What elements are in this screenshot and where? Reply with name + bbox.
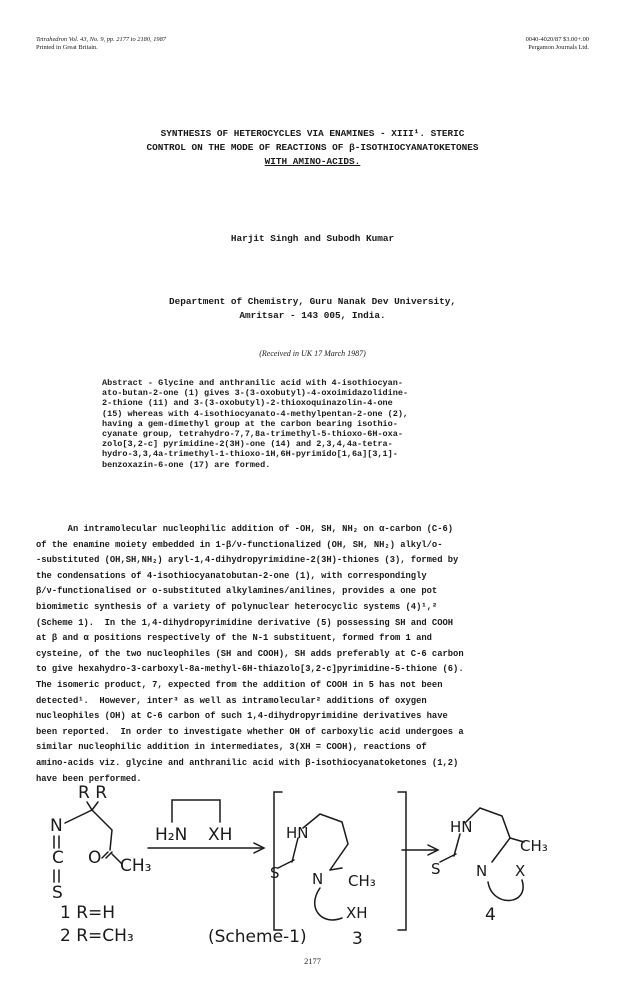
carbonyl-bond [102,852,112,858]
title-line: CONTROL ON THE MODE OF REACTIONS OF β-ISOTHIOCYANATOKETONES [146,142,479,153]
intermediate-thione [278,838,298,868]
body-line: amino-acids viz. glycine and anthranilic acid with β-isothiocyanatoketones (1,2) [36,757,459,768]
body-line: of the enamine moiety embedded in 1-β/ν-functionalized (OH, SH, NH₂) alkyl/o- [36,539,443,550]
product-ring [466,808,510,862]
product-hn: HN [450,818,473,836]
intermediate-n: N [312,870,324,888]
page-number: 2177 [304,957,321,966]
c-n-bond [65,810,92,823]
title-line: SYNTHESIS OF HETEROCYCLES VIA ENAMINES - XIII¹. STERIC [160,128,465,139]
article-code: 0040-4020/87 $3.00+.00 [525,36,589,43]
compound-1-label: 1 R=H [60,903,116,923]
received-date: (Received in UK 17 March 1987) [259,349,366,358]
r-groups-label: R R [78,783,108,803]
journal-citation: Tetrahedron Vol. 43, No. 9, pp. 2177 to 2180, 1987 [36,36,167,43]
intermediate-xh: XH [346,904,368,922]
isothiocyanate-n: N [50,816,63,836]
product-fused-ring [488,880,523,901]
ketone-ch3: CH₃ [120,856,152,876]
c-s-double-bond [54,870,59,882]
abstract-line: (15) whereas with 4-isothiocyanato-4-methylpentan-2-one (2), [102,408,409,419]
scheme-caption: (Scheme-1) [208,927,307,947]
intermediate-s: S [270,864,280,882]
body-line: cysteine, of the two nucleophiles (SH and COOH), SH adds preferably at C-6 carbon [36,648,464,659]
product-number: 4 [485,905,496,925]
title-line: WITH AMINO-ACIDS. [264,156,361,167]
body-line: nucleophiles (OH) at C-6 carbon of such 1,4-dihydropyrimidine derivatives have [36,711,448,722]
reagent-h2n: H₂N [155,825,188,845]
abstract-line: benzoxazin-6-one (17) are formed. [102,459,271,470]
ketone-o: O [88,848,102,868]
body-line: similar nucleophilic addition in intermediates, 3(XH = COOH), reactions of [36,742,427,753]
abstract-line: having a gem-dimethyl group at the carbon bearing isothio- [102,418,398,429]
body-line: biomimetic synthesis of a variety of polynuclear heterocyclic systems (4)¹,² [36,601,438,612]
body-line: An intramolecular nucleophilic addition of -OH, SH, NH₂ on α-carbon (C-6) [36,524,454,534]
n-c-double-bond [54,836,59,848]
abstract-line: cyanate group, tetrahydro-7,7,8a-trimethyl-5-thioxo-6H-oxa- [102,429,403,440]
authors: Harjit Singh and Subodh Kumar [230,233,395,244]
alkyl-chain-bonds [92,810,112,850]
body-line: detected¹. However, inter³ as well as intramolecular² additions of oxygen [36,695,427,706]
paper-title [0,127,625,169]
left-bracket [274,792,282,930]
compound-2-label: 2 R=CH₃ [60,926,134,946]
abstract-line: Abstract - Glycine and anthranilic acid with 4-isothiocyan- [102,378,403,388]
product-n: N [476,862,488,880]
body-line: (Scheme 1). In the 1,4-dihydropyrimidine derivative (5) possessing SH and COOH [36,617,454,628]
body-line: β/ν-functionalised or o-substituted alkylamines/anilines, provides a one pot [36,586,438,597]
isothiocyanate-c: C [52,848,64,868]
abstract [102,378,532,470]
printed-in: Printed in Great Britain. [36,44,98,51]
body-line: -substituted (OH,SH,NH₂) aryl-1,4-dihydropyrimidine-2(3H)-thiones (3), formed by [36,555,459,566]
product-thione [440,834,460,862]
body-line: been reported. In order to investigate whether OH of carboxylic acid undergoes a [36,726,464,737]
reaction-scheme [30,778,600,948]
affiliation-line: Amritsar - 143 005, India. [239,310,386,321]
isothiocyanate-s: S [52,883,63,903]
reagent-xh: XH [208,825,233,845]
body-text [36,522,596,787]
body-line: at β and α positions respectively of the N-1 substituent, formed from 1 and [36,633,432,644]
gem-dimethyl-bonds [87,802,98,810]
reagent-linker [172,800,220,822]
body-line: have been performed. [36,773,142,784]
abstract-line: 2-thione (11) and 3-(3-oxobutyl)-2-thioxoquinazolin-4-one [102,398,393,409]
product-s: S [431,860,441,878]
body-line: the condensations of 4-isothiocyanatobutan-2-one (1), with correspondingly [36,570,427,581]
affiliation-line: Department of Chemistry, Guru Nanak Dev University, [169,296,456,307]
abstract-line: hydro-3,3,4a-trimethyl-1-thioxo-1H,6H-pyrimido[1,6a][3,1]- [102,449,398,460]
body-line: to give hexahydro-3-carboxyl-8a-methyl-6H-thiazolo[3,2-c]pyrimidine-5-thione (6). [36,664,464,675]
publisher-header [526,36,589,52]
intermediate-ring [303,814,348,870]
intermediate-hn: HN [286,824,309,842]
abstract-line: ato-butan-2-one (1) gives 3-(3-oxobutyl)-4-oxoimidazolidine- [102,388,409,399]
journal-header [36,36,166,52]
intermediate-ch3: CH₃ [348,872,376,890]
publisher-name: Pergamon Journals Ltd. [528,44,589,51]
intermediate-side-chain [315,888,342,920]
intermediate-number: 3 [352,929,363,948]
affiliation [0,295,625,323]
body-line: The isomeric product, 7, expected from the addition of COOH in 5 has not been [36,679,443,690]
right-bracket [398,792,406,930]
product-x: X [515,862,526,880]
abstract-line: zolo[3,2-c] pyrimidine-2(3H)-one (14) and 2,3,4,4a-tetra- [102,439,393,450]
product-ch3: CH₃ [520,837,548,855]
